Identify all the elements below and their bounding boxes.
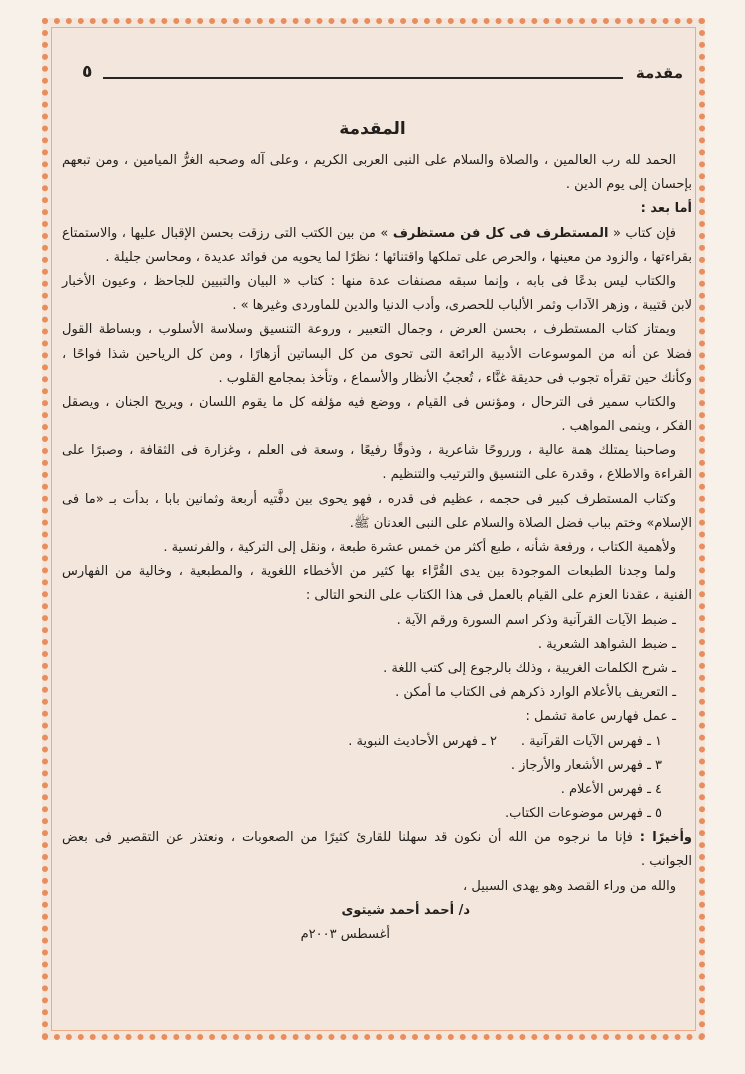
paragraph-line: والكتاب سمير فى الترحال ، ومؤنس فى القيام ، ووضع فيه مؤلفه كل ما يقوم اللسان ، ويريح الجنان ، ويصقل (62, 394, 676, 410)
closing-label: وأخيرًا : (639, 830, 692, 846)
paragraph-line: ولأهمية الكتاب ، ورفعة شأنه ، طبع أكثر من خمس عشرة طبعة ، ونقل إلى التركية ، والفرنسية . (163, 540, 676, 555)
signature-date: أغسطس ٢٠٠٣م (300, 927, 390, 942)
work-list-item: ـ ضبط الشواهد الشعرية . (537, 636, 676, 652)
praise-line: بإحسان إلى يوم الدين . (565, 177, 692, 193)
index-item: ٣ ـ فهرس الأشعار والأرجاز . (510, 757, 662, 773)
paragraph-line: وكتاب المستطرف كبير فى حجمه ، عظيم فى قدره ، فهو يحوى بين دفَّتيه أربعة وثمانين بابا ، بدأت بـ «ما فى (62, 491, 676, 507)
author-signature: د/ أحمد أحمد شيتوى (341, 902, 470, 918)
page-number: ٥ (82, 62, 93, 82)
work-list-item: ـ شرح الكلمات الغريبة ، وذلك بالرجوع إلى كتب اللغة . (383, 660, 676, 676)
index-item: ٢ ـ فهرس الأحاديث النبوية . (348, 733, 497, 749)
book-title: المستطرف فى كل فن مستظرف (392, 225, 609, 241)
body-text (62, 149, 692, 947)
amma-baad-label: أما بعد : (640, 201, 692, 217)
work-list-item: ـ التعريف بالأعلام الوارد ذكرهم فى الكتاب ما أمكن . (395, 685, 676, 701)
book-intro-line (62, 222, 692, 246)
praise-line: الحمد لله رب العالمين ، والصلاة والسلام على النبى العربى الكريم ، وعلى آله وصحبه الغرُّ الميامين ، ومن تبعهم (62, 153, 676, 168)
paragraph-line: والكتاب ليس بدعًا فى بابه ، وإنما سبقه مصنفات عدة منها : كتاب « البيان والتبيين للجاحظ ، وعيون الأخبار (62, 273, 676, 289)
index-item: ١ ـ فهرس الآيات القرآنية . (520, 733, 662, 749)
book-intro-suffix: » من بين الكتب التى رزقت بحسن الإقبال عليها ، والاستمتاع (62, 225, 393, 241)
closing-text: فإنا ما نرجوه من الله أن نكون قد سهلنا للقارئ كثيرًا من الصعوبات ، ونعتذر عن التقصير فى بعض (62, 830, 640, 846)
index-row (62, 730, 692, 754)
closing-line (62, 826, 692, 850)
index-item: ٤ ـ فهرس الأعلام . (560, 781, 662, 797)
section-heading: المقدمة (339, 119, 406, 139)
header-rule (103, 77, 623, 79)
paragraph-line: ولما وجدنا الطبعات الموجودة بين يدى القُرَّاء بها كثير من الأخطاء اللغوية ، والمطبعية ، وخالية من الفهارس (62, 564, 676, 580)
paragraph-line: الفكر ، وينمى المواهب . (561, 419, 692, 435)
closing-prayer: والله من وراء القصد وهو يهدى السبيل ، (463, 878, 676, 894)
running-head-title: مقدمة (635, 64, 683, 82)
paragraph-line: القراءة والاطلاع ، وقدرة على التنسيق والترتيب والتنظيم . (382, 467, 692, 483)
index-item: ٥ ـ فهرس موضوعات الكتاب. (505, 806, 662, 822)
paragraph-line: الإسلام» وختم بباب فضل الصلاة والسلام على النبى العدنان ﷺ. (349, 515, 692, 531)
paragraph-line: ويمتاز كتاب المستطرف ، بحسن العرض ، وجمال التعبير ، وروعة التنسيق وسلاسة الأسلوب ، وبساطة القول (62, 322, 676, 338)
book-intro-line: بقراءتها ، والزود من معينها ، والحرص على تملكها واقتنائها ؛ نظرًا لما يحويه من فوائد عديدة ، ومحاسن جليلة . (105, 249, 692, 265)
paragraph-line: وكأنك حين تقرأه تجوب فى حديقة غنَّاء ، تُعجبُ الأنظار والأسماع ، وتأخذ بمجامع القلوب . (218, 370, 692, 386)
paragraph-line: لابن قتيبة ، وزهر الآداب وثمر الألباب للحصرى، وأدب الدنيا والدين للماوردى وغيرها » . (232, 298, 692, 314)
paragraph-line: فضلا عن أنه من الموسوعات الأدبية الرائعة التى تحوى من كل البساتين أزهارًا ، ومن كل الرياحين شذا فواحًا ، (62, 346, 692, 362)
book-intro-prefix: فإن كتاب « (608, 225, 676, 241)
paragraph-line: الفنية ، عقدنا العزم على القيام بالعمل فى هذا الكتاب على النحو التالى : (305, 588, 692, 604)
paragraph-line: وصاحبنا يمتلك همة عالية ، ورروحًا شاعرية ، وذوقًا رفيعًا ، وسعة فى العلم ، وغزارة فى الثقافة ، وصبرًا على (62, 443, 676, 459)
closing-line: الجوانب . (641, 854, 692, 870)
work-list-item: ـ ضبط الآيات القرآنية وذكر اسم السورة ورقم الآية . (396, 612, 676, 628)
work-list-item: ـ عمل فهارس عامة تشمل : (525, 709, 676, 725)
